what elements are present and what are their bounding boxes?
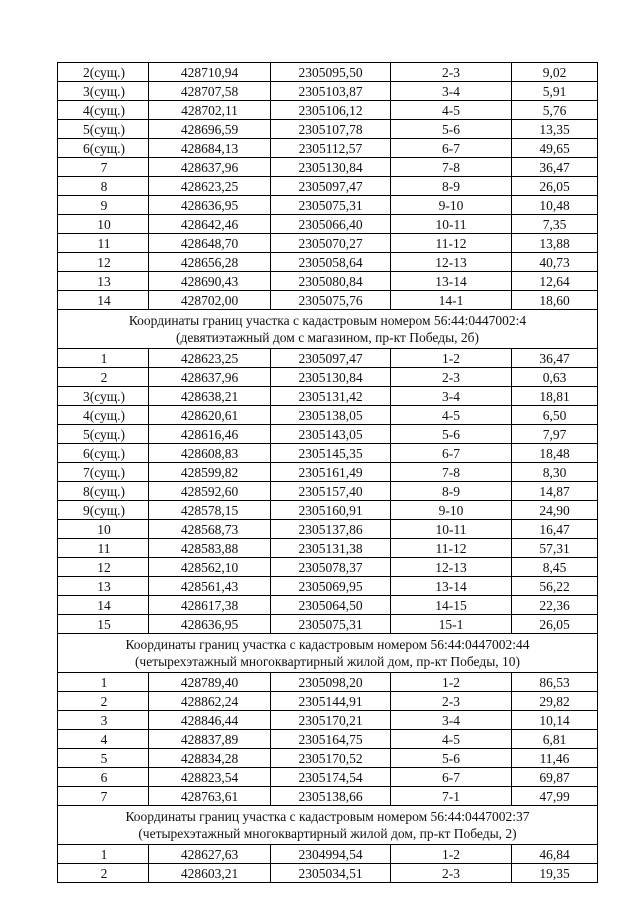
x-coordinate-cell: 428823,54: [149, 768, 271, 787]
segment-cell: 4-5: [391, 406, 512, 425]
table-row: [58, 120, 598, 139]
x-coordinate-cell: 428627,63: [149, 845, 271, 864]
table-row: [58, 711, 598, 730]
point-number-cell: 3(сущ.): [58, 387, 149, 406]
x-coordinate-cell: 428642,46: [149, 215, 271, 234]
length-cell: 56,22: [512, 577, 598, 596]
length-cell: 8,30: [512, 463, 598, 482]
table-row: [58, 730, 598, 749]
parcel-cadastral-title: Координаты границ участка с кадастровым номером 56:44:0447002:4: [128, 313, 527, 328]
segment-cell: 12-13: [391, 558, 512, 577]
x-coordinate-cell: 428623,25: [149, 177, 271, 196]
segment-cell: 14-15: [391, 596, 512, 615]
y-coordinate-cell: 2304994,54: [271, 845, 391, 864]
table-row: [58, 291, 598, 310]
x-coordinate-cell: 428789,40: [149, 673, 271, 692]
x-coordinate-cell: 428846,44: [149, 711, 271, 730]
length-cell: 26,05: [512, 177, 598, 196]
length-cell: 7,97: [512, 425, 598, 444]
x-coordinate-cell: 428763,61: [149, 787, 271, 806]
length-cell: 16,47: [512, 520, 598, 539]
parcel-section-header-row: [58, 806, 598, 845]
parcel-section-header: [58, 806, 598, 845]
point-number-cell: 13: [58, 272, 149, 291]
table-row: [58, 692, 598, 711]
x-coordinate-cell: 428862,24: [149, 692, 271, 711]
y-coordinate-cell: 2305157,40: [271, 482, 391, 501]
point-number-cell: 7(сущ.): [58, 463, 149, 482]
table-row: [58, 196, 598, 215]
length-cell: 6,50: [512, 406, 598, 425]
x-coordinate-cell: 428603,21: [149, 864, 271, 883]
y-coordinate-cell: 2305137,86: [271, 520, 391, 539]
x-coordinate-cell: 428583,88: [149, 539, 271, 558]
x-coordinate-cell: 428616,46: [149, 425, 271, 444]
table-row: [58, 82, 598, 101]
segment-cell: 14-1: [391, 291, 512, 310]
point-number-cell: 1: [58, 673, 149, 692]
length-cell: 14,87: [512, 482, 598, 501]
x-coordinate-cell: 428599,82: [149, 463, 271, 482]
segment-cell: 4-5: [391, 101, 512, 120]
x-coordinate-cell: 428696,59: [149, 120, 271, 139]
segment-cell: 9-10: [391, 196, 512, 215]
parcel-cadastral-title: Координаты границ участка с кадастровым номером 56:44:0447002:44: [125, 637, 530, 652]
length-cell: 36,47: [512, 349, 598, 368]
x-coordinate-cell: 428636,95: [149, 196, 271, 215]
table-row: [58, 63, 598, 82]
table-row: [58, 749, 598, 768]
parcel-section-header: [58, 310, 598, 349]
point-number-cell: 12: [58, 558, 149, 577]
x-coordinate-cell: 428637,96: [149, 368, 271, 387]
y-coordinate-cell: 2305075,31: [271, 196, 391, 215]
table-row: [58, 349, 598, 368]
point-number-cell: 9: [58, 196, 149, 215]
table-row: [58, 615, 598, 634]
length-cell: 40,73: [512, 253, 598, 272]
table-row: [58, 387, 598, 406]
table-row: [58, 272, 598, 291]
y-coordinate-cell: 2305066,40: [271, 215, 391, 234]
point-number-cell: 1: [58, 845, 149, 864]
point-number-cell: 3: [58, 711, 149, 730]
segment-cell: 2-3: [391, 368, 512, 387]
parcel-address: (четырехэтажный многоквартирный жилой дом, пр-кт Победы, 10): [134, 654, 521, 669]
x-coordinate-cell: 428608,83: [149, 444, 271, 463]
y-coordinate-cell: 2305145,35: [271, 444, 391, 463]
segment-cell: 4-5: [391, 730, 512, 749]
y-coordinate-cell: 2305034,51: [271, 864, 391, 883]
y-coordinate-cell: 2305160,91: [271, 501, 391, 520]
length-cell: 57,31: [512, 539, 598, 558]
length-cell: 46,84: [512, 845, 598, 864]
parcel-section-header: [58, 634, 598, 673]
x-coordinate-cell: 428561,43: [149, 577, 271, 596]
y-coordinate-cell: 2305112,57: [271, 139, 391, 158]
table-row: [58, 368, 598, 387]
segment-cell: 10-11: [391, 215, 512, 234]
table-row: [58, 234, 598, 253]
length-cell: 47,99: [512, 787, 598, 806]
point-number-cell: 14: [58, 291, 149, 310]
y-coordinate-cell: 2305144,91: [271, 692, 391, 711]
table-row: [58, 558, 598, 577]
x-coordinate-cell: 428702,00: [149, 291, 271, 310]
segment-cell: 5-6: [391, 749, 512, 768]
x-coordinate-cell: 428710,94: [149, 63, 271, 82]
y-coordinate-cell: 2305095,50: [271, 63, 391, 82]
point-number-cell: 5: [58, 749, 149, 768]
coordinates-table: [57, 62, 598, 883]
length-cell: 22,36: [512, 596, 598, 615]
segment-cell: 2-3: [391, 864, 512, 883]
point-number-cell: 12: [58, 253, 149, 272]
x-coordinate-cell: 428620,61: [149, 406, 271, 425]
point-number-cell: 11: [58, 234, 149, 253]
length-cell: 5,91: [512, 82, 598, 101]
table-row: [58, 463, 598, 482]
segment-cell: 7-1: [391, 787, 512, 806]
segment-cell: 3-4: [391, 711, 512, 730]
parcel-address: (четырехэтажный многоквартирный жилой дом, пр-кт Победы, 2): [138, 826, 517, 841]
table-row: [58, 139, 598, 158]
point-number-cell: 3(сущ.): [58, 82, 149, 101]
point-number-cell: 6(сущ.): [58, 444, 149, 463]
length-cell: 29,82: [512, 692, 598, 711]
length-cell: 36,47: [512, 158, 598, 177]
table-row: [58, 520, 598, 539]
x-coordinate-cell: 428637,96: [149, 158, 271, 177]
point-number-cell: 4: [58, 730, 149, 749]
x-coordinate-cell: 428834,28: [149, 749, 271, 768]
length-cell: 24,90: [512, 501, 598, 520]
y-coordinate-cell: 2305097,47: [271, 349, 391, 368]
segment-cell: 1-2: [391, 349, 512, 368]
parcel-cadastral-title: Координаты границ участка с кадастровым номером 56:44:0447002:37: [125, 809, 530, 824]
length-cell: 7,35: [512, 215, 598, 234]
table-row: [58, 482, 598, 501]
length-cell: 49,65: [512, 139, 598, 158]
point-number-cell: 11: [58, 539, 149, 558]
table-row: [58, 768, 598, 787]
table-row: [58, 215, 598, 234]
table-row: [58, 787, 598, 806]
y-coordinate-cell: 2305138,05: [271, 406, 391, 425]
segment-cell: 11-12: [391, 234, 512, 253]
x-coordinate-cell: 428656,28: [149, 253, 271, 272]
segment-cell: 6-7: [391, 139, 512, 158]
y-coordinate-cell: 2305131,38: [271, 539, 391, 558]
y-coordinate-cell: 2305058,64: [271, 253, 391, 272]
segment-cell: 13-14: [391, 272, 512, 291]
point-number-cell: 6: [58, 768, 149, 787]
table-row: [58, 673, 598, 692]
x-coordinate-cell: 428568,73: [149, 520, 271, 539]
point-number-cell: 2: [58, 692, 149, 711]
point-number-cell: 8: [58, 177, 149, 196]
segment-cell: 11-12: [391, 539, 512, 558]
point-number-cell: 1: [58, 349, 149, 368]
segment-cell: 5-6: [391, 425, 512, 444]
x-coordinate-cell: 428702,11: [149, 101, 271, 120]
y-coordinate-cell: 2305170,21: [271, 711, 391, 730]
y-coordinate-cell: 2305161,49: [271, 463, 391, 482]
y-coordinate-cell: 2305098,20: [271, 673, 391, 692]
length-cell: 69,87: [512, 768, 598, 787]
segment-cell: 1-2: [391, 845, 512, 864]
table-row: [58, 406, 598, 425]
point-number-cell: 4(сущ.): [58, 101, 149, 120]
segment-cell: 3-4: [391, 387, 512, 406]
length-cell: 13,35: [512, 120, 598, 139]
point-number-cell: 10: [58, 520, 149, 539]
x-coordinate-cell: 428592,60: [149, 482, 271, 501]
table-row: [58, 177, 598, 196]
y-coordinate-cell: 2305097,47: [271, 177, 391, 196]
length-cell: 11,46: [512, 749, 598, 768]
length-cell: 8,45: [512, 558, 598, 577]
segment-cell: 1-2: [391, 673, 512, 692]
table-row: [58, 158, 598, 177]
coordinates-table-body: [58, 63, 598, 883]
y-coordinate-cell: 2305138,66: [271, 787, 391, 806]
segment-cell: 6-7: [391, 768, 512, 787]
x-coordinate-cell: 428837,89: [149, 730, 271, 749]
segment-cell: 7-8: [391, 158, 512, 177]
y-coordinate-cell: 2305064,50: [271, 596, 391, 615]
x-coordinate-cell: 428617,38: [149, 596, 271, 615]
x-coordinate-cell: 428636,95: [149, 615, 271, 634]
length-cell: 12,64: [512, 272, 598, 291]
segment-cell: 12-13: [391, 253, 512, 272]
parcel-address: (девятиэтажный дом с магазином, пр-кт Победы, 2б): [175, 330, 480, 345]
x-coordinate-cell: 428648,70: [149, 234, 271, 253]
length-cell: 10,48: [512, 196, 598, 215]
y-coordinate-cell: 2305130,84: [271, 368, 391, 387]
segment-cell: 8-9: [391, 482, 512, 501]
length-cell: 6,81: [512, 730, 598, 749]
length-cell: 18,81: [512, 387, 598, 406]
y-coordinate-cell: 2305103,87: [271, 82, 391, 101]
point-number-cell: 5(сущ.): [58, 425, 149, 444]
point-number-cell: 10: [58, 215, 149, 234]
table-row: [58, 425, 598, 444]
point-number-cell: 4(сущ.): [58, 406, 149, 425]
parcel-section-header-row: [58, 634, 598, 673]
length-cell: 9,02: [512, 63, 598, 82]
x-coordinate-cell: 428578,15: [149, 501, 271, 520]
y-coordinate-cell: 2305075,31: [271, 615, 391, 634]
point-number-cell: 2: [58, 368, 149, 387]
table-row: [58, 539, 598, 558]
table-row: [58, 101, 598, 120]
x-coordinate-cell: 428638,21: [149, 387, 271, 406]
segment-cell: 5-6: [391, 120, 512, 139]
point-number-cell: 13: [58, 577, 149, 596]
table-row: [58, 864, 598, 883]
y-coordinate-cell: 2305170,52: [271, 749, 391, 768]
y-coordinate-cell: 2305069,95: [271, 577, 391, 596]
x-coordinate-cell: 428562,10: [149, 558, 271, 577]
table-row: [58, 845, 598, 864]
y-coordinate-cell: 2305070,27: [271, 234, 391, 253]
segment-cell: 6-7: [391, 444, 512, 463]
segment-cell: 2-3: [391, 63, 512, 82]
y-coordinate-cell: 2305107,78: [271, 120, 391, 139]
y-coordinate-cell: 2305131,42: [271, 387, 391, 406]
point-number-cell: 7: [58, 158, 149, 177]
x-coordinate-cell: 428684,13: [149, 139, 271, 158]
x-coordinate-cell: 428690,43: [149, 272, 271, 291]
y-coordinate-cell: 2305174,54: [271, 768, 391, 787]
table-row: [58, 253, 598, 272]
point-number-cell: 14: [58, 596, 149, 615]
point-number-cell: 15: [58, 615, 149, 634]
table-row: [58, 596, 598, 615]
length-cell: 18,60: [512, 291, 598, 310]
segment-cell: 15-1: [391, 615, 512, 634]
segment-cell: 3-4: [391, 82, 512, 101]
length-cell: 0,63: [512, 368, 598, 387]
segment-cell: 7-8: [391, 463, 512, 482]
point-number-cell: 7: [58, 787, 149, 806]
y-coordinate-cell: 2305130,84: [271, 158, 391, 177]
table-row: [58, 501, 598, 520]
segment-cell: 10-11: [391, 520, 512, 539]
length-cell: 19,35: [512, 864, 598, 883]
length-cell: 26,05: [512, 615, 598, 634]
length-cell: 10,14: [512, 711, 598, 730]
length-cell: 18,48: [512, 444, 598, 463]
segment-cell: 13-14: [391, 577, 512, 596]
point-number-cell: 5(сущ.): [58, 120, 149, 139]
y-coordinate-cell: 2305078,37: [271, 558, 391, 577]
y-coordinate-cell: 2305164,75: [271, 730, 391, 749]
parcel-section-header-row: [58, 310, 598, 349]
length-cell: 13,88: [512, 234, 598, 253]
segment-cell: 9-10: [391, 501, 512, 520]
segment-cell: 2-3: [391, 692, 512, 711]
segment-cell: 8-9: [391, 177, 512, 196]
point-number-cell: 8(сущ.): [58, 482, 149, 501]
length-cell: 86,53: [512, 673, 598, 692]
point-number-cell: 2(сущ.): [58, 63, 149, 82]
table-row: [58, 444, 598, 463]
point-number-cell: 6(сущ.): [58, 139, 149, 158]
y-coordinate-cell: 2305080,84: [271, 272, 391, 291]
y-coordinate-cell: 2305106,12: [271, 101, 391, 120]
x-coordinate-cell: 428623,25: [149, 349, 271, 368]
length-cell: 5,76: [512, 101, 598, 120]
x-coordinate-cell: 428707,58: [149, 82, 271, 101]
point-number-cell: 2: [58, 864, 149, 883]
point-number-cell: 9(сущ.): [58, 501, 149, 520]
y-coordinate-cell: 2305143,05: [271, 425, 391, 444]
y-coordinate-cell: 2305075,76: [271, 291, 391, 310]
table-row: [58, 577, 598, 596]
